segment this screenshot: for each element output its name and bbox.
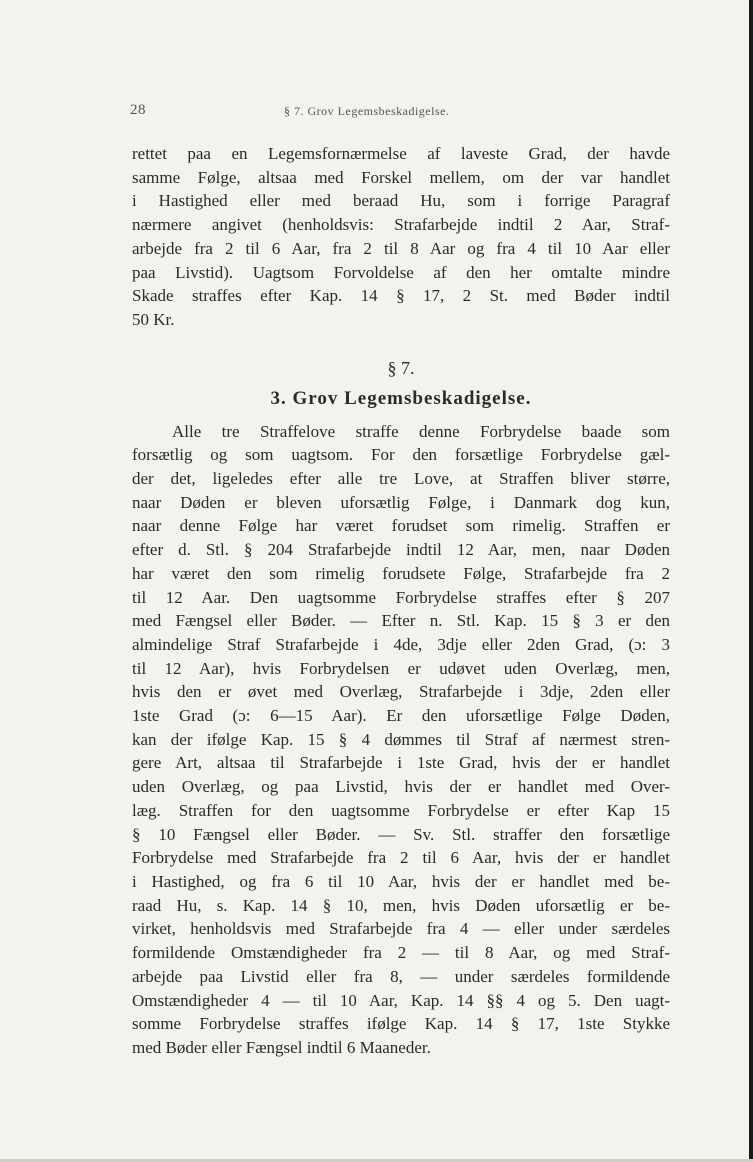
- text-line: samme Følge, altsaa med Forskel mellem, om der var handlet: [132, 167, 670, 187]
- section-title: 3. Grov Legemsbeskadigelse.: [270, 387, 532, 409]
- text-line: Skade straffes efter Kap. 14 § 17, 2 St. med Bøder indtil: [132, 286, 670, 306]
- text-line: til 12 Aar), hvis Forbrydelsen er udøvet uden Overlæg, men,: [132, 658, 670, 678]
- text-line: virket, henholdsvis med Strafarbejde fra 4 — eller under særdeles: [132, 919, 670, 939]
- text-line: nærmere angivet (henholdsvis: Strafarbejde indtil 2 Aar, Straf-: [132, 215, 670, 235]
- text-line: i Hastighed, og fra 6 til 10 Aar, hvis der er handlet med be-: [132, 871, 670, 891]
- page-number: 28: [130, 102, 146, 118]
- text-line: 1ste Grad (ɔ: 6—15 Aar). Er den uforsætlige Følge Døden,: [132, 706, 670, 726]
- section-mark: § 7.: [387, 357, 415, 378]
- text-line: arbejde paa Livstid eller fra 8, — under særdeles formildende: [132, 966, 670, 986]
- text-line: naar denne Følge har været forudset som rimelig. Straffen er: [132, 516, 670, 536]
- text-line: har været den som rimelig forudsete Følge, Strafarbejde fra 2: [132, 563, 670, 583]
- text-line: til 12 Aar. Den uagtsomme Forbrydelse straffes efter § 207: [132, 587, 670, 607]
- text-line: i Hastighed eller med beraad Hu, som i forrige Paragraf: [132, 191, 670, 211]
- text-line: uden Overlæg, og paa Livstid, hvis der er handlet med Over-: [132, 777, 670, 797]
- text-line: rettet paa en Legemsfornærmelse af laveste Grad, der havde: [132, 144, 670, 163]
- text-line: somme Forbrydelse straffes ifølge Kap. 14 § 17, 1ste Stykke: [132, 1014, 670, 1034]
- text-line: hvis den er øvet med Overlæg, Strafarbejde i 3dje, 2den eller: [132, 682, 670, 702]
- book-page: [132, 98, 670, 1060]
- text-line: formildende Omstændigheder fra 2 — til 8 Aar, og med Straf-: [132, 943, 670, 963]
- text-line: med Fængsel eller Bøder. — Efter n. Stl. Kap. 15 § 3 er den: [132, 611, 670, 631]
- text-line: almindelige Straf Strafarbejde i 4de, 3dje eller 2den Grad, (ɔ: 3: [132, 634, 670, 654]
- text-line: gere Art, altsaa til Strafarbejde i 1ste Grad, hvis der er handlet: [132, 753, 670, 773]
- text-line: Omstændigheder 4 — til 10 Aar, Kap. 14 §§ 4 og 5. Den uagt-: [132, 990, 670, 1010]
- text-line: Forbrydelse med Strafarbejde fra 2 til 6 Aar, hvis der er handlet: [132, 848, 670, 868]
- scan-edge-right: [749, 0, 753, 1162]
- text-line: § 10 Fængsel eller Bøder. — Sv. Stl. straffer den forsætlige: [132, 824, 670, 844]
- paragraph-continued: [132, 142, 670, 332]
- text-line: forsætlig og som uagtsom. For den forsætlige Forbrydelse gæl-: [132, 445, 670, 465]
- text-line: raad Hu, s. Kap. 14 § 10, men, hvis Døden uforsætlig er be-: [132, 895, 670, 915]
- text-line: kan der ifølge Kap. 15 § 4 dømmes til Straf af nærmest stren-: [132, 729, 670, 749]
- paragraph-section: [132, 420, 670, 1060]
- text-line: læg. Straffen for den uagtsomme Forbrydelse er efter Kap 15: [132, 800, 670, 820]
- text-line: paa Livstid). Uagtsom Forvoldelse af den her omtalte mindre: [132, 262, 670, 282]
- text-line: Alle tre Straffelove straffe denne Forbrydelse baade som: [172, 421, 670, 441]
- text-line: med Bøder eller Fængsel indtil 6 Maaneder.: [132, 1037, 431, 1057]
- text-line: arbejde fra 2 til 6 Aar, fra 2 til 8 Aar og fra 4 til 10 Aar eller: [132, 238, 670, 258]
- text-line: der det, ligeledes efter alle tre Love, at Straffen bliver større,: [132, 469, 670, 489]
- text-line: naar Døden er bleven uforsætlig Følge, i Danmark dog kun,: [132, 492, 670, 512]
- page-header: [132, 98, 670, 122]
- running-head: § 7. Grov Legemsbeskadigelse.: [284, 104, 450, 118]
- text-line: efter d. Stl. § 204 Strafarbejde indtil 12 Aar, men, naar Døden: [132, 540, 670, 560]
- text-line: 50 Kr.: [132, 309, 175, 329]
